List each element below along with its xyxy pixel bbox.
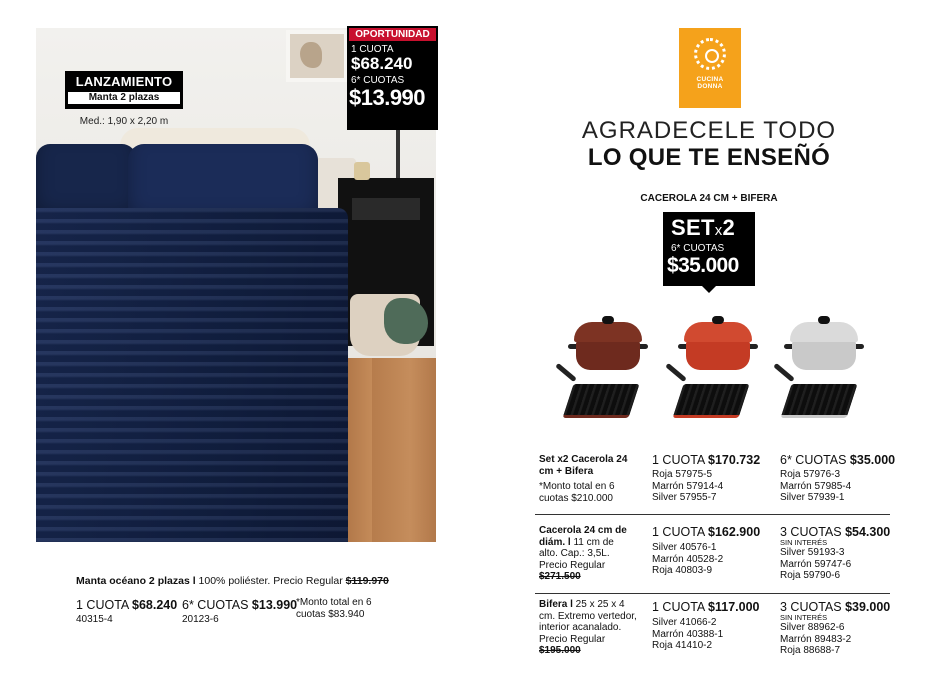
row-1-note: *Monto total en 6 cuotas $210.000 — [539, 481, 615, 504]
opportunity-one-price: $68.240 — [351, 54, 413, 73]
set-word: SET — [671, 215, 715, 240]
row-1-col1-code: Silver 57955-7 — [652, 492, 717, 503]
set-subhead: CACEROLA 24 CM + BIFERA — [640, 193, 778, 204]
set-count: 2 — [722, 215, 736, 240]
row-2-col1-label: 1 CUOTA — [652, 525, 709, 539]
row-2-col1-price: $162.900 — [708, 525, 761, 539]
row-1-one-installment — [652, 453, 772, 504]
row-3-col2-code: Roja 88688-7 — [780, 645, 841, 656]
row-1-col2-code: Roja 57976-3 — [780, 469, 841, 480]
row-3-installments — [780, 600, 900, 657]
six-price: $13.990 — [251, 598, 298, 612]
one-code: 40315-4 — [76, 614, 113, 625]
row-3-name: Bifera l — [539, 599, 573, 610]
row-divider — [535, 514, 890, 515]
pot-silver — [784, 322, 864, 372]
row-2-col1-code: Silver 40576-1 — [652, 542, 717, 553]
row-1-col1-price: $170.732 — [708, 453, 761, 467]
product-name: Manta océano 2 plazas l — [76, 575, 196, 587]
headline-top: AGRADECELE TODO — [581, 117, 837, 144]
row-2-col2-price: $54.300 — [845, 525, 891, 539]
row-3-col2-code: Marrón 89483-2 — [780, 633, 852, 645]
row-1-col2-code: Silver 57939-1 — [780, 492, 845, 503]
one-price: $68.240 — [132, 598, 178, 612]
opportunity-badge — [347, 26, 438, 130]
row-1-col1-label: 1 CUOTA — [652, 453, 709, 467]
product-regular-price: $119.970 — [345, 575, 389, 587]
pan-roja — [664, 378, 750, 422]
row-3-col2-code: Silver 88962-6 — [780, 622, 845, 633]
row-3-col2-price: $39.000 — [845, 600, 891, 614]
row-1-col2-price: $35.000 — [849, 453, 896, 467]
set-installments-price: $35.000 — [667, 254, 739, 277]
headline-bottom: LO QUE TE ENSEÑÓ — [587, 144, 831, 171]
logo-line-1: CUCINA — [696, 76, 724, 83]
row-3-col1-label: 1 CUOTA — [652, 600, 709, 614]
product-description — [76, 575, 389, 587]
row-2-product — [539, 525, 631, 583]
price-one-installment — [76, 598, 177, 625]
row-1-product — [539, 454, 639, 504]
navy-blanket — [36, 208, 348, 542]
six-label: 6* CUOTAS — [182, 598, 252, 612]
row-1-col1-code: Marrón 57914-4 — [652, 480, 724, 492]
row-1-col1-code: Roja 57975-5 — [652, 469, 713, 480]
row-1-name: Set x2 Cacerola 24 cm + Bifera — [539, 454, 628, 477]
row-1-col2-label: 6* CUOTAS — [780, 453, 850, 467]
row-divider — [535, 593, 890, 594]
price-six-installments — [182, 598, 297, 625]
row-2-col2-label: 3 CUOTAS — [780, 525, 846, 539]
row-3-one-installment — [652, 600, 772, 652]
row-2-col2-code: Marrón 59747-6 — [780, 558, 852, 570]
launch-size: Med.: 1,90 x 2,20 m — [79, 116, 169, 127]
row-3-product — [539, 599, 643, 657]
cucina-donna-logo — [679, 28, 741, 108]
row-3-regular-price: $195.000 — [539, 645, 581, 656]
row-2-col2-sub: SIN INTERÉS — [780, 538, 828, 547]
opportunity-tag: OPORTUNIDAD — [349, 28, 436, 41]
row-1-installments — [780, 453, 900, 504]
launch-subtitle: Manta 2 plazas — [68, 92, 180, 104]
row-2-desc: 11 cm de alto. Cap.: 3,5L. Precio Regular — [539, 536, 614, 571]
set-price-badge — [663, 212, 755, 286]
row-3-col2-sub: SIN INTERÉS — [780, 613, 828, 622]
row-3-col1-price: $117.000 — [708, 600, 760, 614]
installments-note: *Monto total en 6 cuotas $83.940 — [296, 597, 372, 620]
row-2-col2-code: Roja 59790-6 — [780, 570, 841, 581]
row-2-regular-price: $271.500 — [539, 571, 581, 582]
product-desc: 100% poliéster. Precio Regular — [195, 575, 346, 587]
row-2-col1-code: Roja 40803-9 — [652, 565, 713, 576]
six-code: 20123-6 — [182, 614, 219, 625]
pot-marron — [568, 322, 648, 372]
one-label: 1 CUOTA — [76, 598, 133, 612]
row-3-col2-label: 3 CUOTAS — [780, 600, 846, 614]
sun-icon — [694, 38, 726, 70]
set-installments-label: 6* CUOTAS — [671, 243, 725, 254]
pan-marron — [554, 378, 640, 422]
row-1-col2-code: Marrón 57985-4 — [780, 480, 852, 492]
row-2-col1-code: Marrón 40528-2 — [652, 553, 724, 565]
row-2-one-installment — [652, 525, 772, 577]
row-2-name: Cacerola 24 cm de diám. l — [539, 525, 627, 548]
pot-roja — [678, 322, 758, 372]
row-2-installments — [780, 525, 900, 582]
set-x: x — [714, 222, 723, 239]
launch-title: LANZAMIENTO — [75, 74, 173, 89]
row-3-desc: 25 x 25 x 4 cm. Extremo vertedor, interior acanalado. Precio Regular — [539, 599, 637, 645]
opportunity-one-label: 1 CUOTA — [351, 44, 394, 55]
pan-silver — [772, 378, 858, 422]
row-3-col1-code: Roja 41410-2 — [652, 640, 713, 651]
launch-badge — [65, 71, 183, 109]
row-2-col2-code: Silver 59193-3 — [780, 547, 845, 558]
row-3-col1-code: Marrón 40388-1 — [652, 628, 724, 640]
right-page — [472, 0, 944, 700]
row-3-col1-code: Silver 41066-2 — [652, 617, 717, 628]
opportunity-six-price: $13.990 — [349, 85, 426, 110]
logo-line-2: DONNA — [697, 83, 723, 90]
opportunity-six-label: 6* CUOTAS — [351, 75, 405, 86]
